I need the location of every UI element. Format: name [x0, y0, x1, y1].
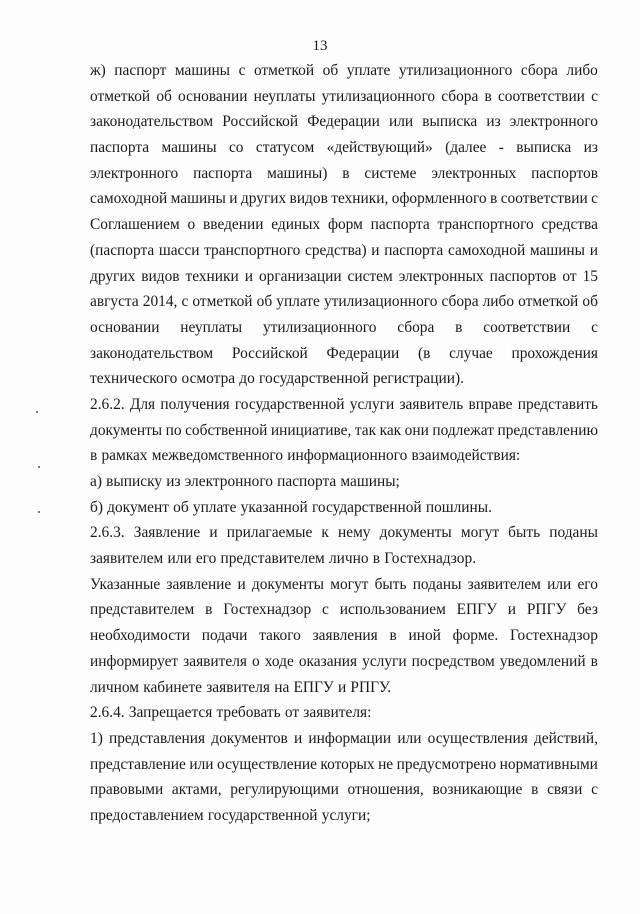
text-line: 1) представления документов и информации или осуществления действий, — [90, 729, 598, 747]
text-line: (паспорта шасси транспортного средства) и паспорта самоходной машины и — [90, 241, 598, 259]
text-line: самоходной машины и других видов техники, оформленного в соответствии с — [90, 190, 598, 208]
text-line: предоставлением государственной услуги; — [90, 806, 371, 824]
margin-mark — [38, 466, 40, 468]
text-line: других видов техники и организации систем электронных паспортов от 15 — [90, 267, 598, 285]
text-line: документы по собственной инициативе, так как они подлежат представлению — [90, 421, 598, 439]
text-line: в рамках межведомственного информационного взаимодействия: — [90, 447, 521, 465]
text-line: Соглашением о введении единых форм паспорта транспортного средства — [90, 216, 598, 234]
text-line: 2.6.2. Для получения государственной услуги заявитель вправе представить — [90, 395, 598, 413]
text-line: б) документ об уплате указанной государственной пошлины. — [90, 498, 492, 516]
text-line: информирует заявителя о ходе оказания услуги посредством уведомлений в — [90, 652, 598, 670]
text-line: основании неуплаты утилизационного сбора в соответствии с — [90, 318, 598, 336]
text-line: необходимости подачи такого заявления в иной форме. Гостехнадзор — [90, 627, 598, 645]
margin-mark — [36, 411, 38, 413]
text-line: 2.6.4. Запрещается требовать от заявителя: — [90, 704, 372, 722]
text-line: технического осмотра до государственной регистрации). — [90, 370, 464, 388]
text-line: отметкой об основании неуплаты утилизационного сбора в соответствии с — [90, 87, 598, 105]
text-line: правовыми актами, регулирующими отношения, возникающие в связи с — [90, 781, 598, 799]
text-line: представление или осуществление которых не предусмотрено нормативными — [90, 755, 598, 773]
margin-mark — [38, 511, 40, 513]
text-line: а) выписку из электронного паспорта машины; — [90, 473, 400, 490]
text-line: личном кабинете заявителя на ЕПГУ и РПГУ. — [90, 678, 392, 696]
text-line: Указанные заявление и документы могут быть поданы заявителем или его — [90, 575, 598, 593]
text-line: электронного паспорта машины) в системе электронных паспортов — [90, 164, 598, 182]
text-line: ж) паспорт машины с отметкой об уплате утилизационного сбора либо — [90, 62, 598, 79]
text-line: законодательством Российской Федерации (в случае прохождения — [90, 344, 598, 362]
text-line: законодательством Российской Федерации или выписка из электронного — [90, 113, 598, 131]
text-line: 2.6.3. Заявление и прилагаемые к нему документы могут быть поданы — [90, 524, 598, 542]
text-line: заявителем или его представителем лично в Гостехнадзор. — [90, 550, 477, 568]
text-line: паспорта машины со статусом «действующий» (далее - выписка из — [90, 139, 598, 157]
text-line: августа 2014, с отметкой об уплате утилизационного сбора либо отметкой об — [90, 293, 598, 311]
body-text — [90, 58, 598, 829]
text-line: представителем в Гостехнадзор с использованием ЕПГУ и РПГУ без — [90, 601, 598, 619]
page-number: 13 — [312, 38, 328, 54]
